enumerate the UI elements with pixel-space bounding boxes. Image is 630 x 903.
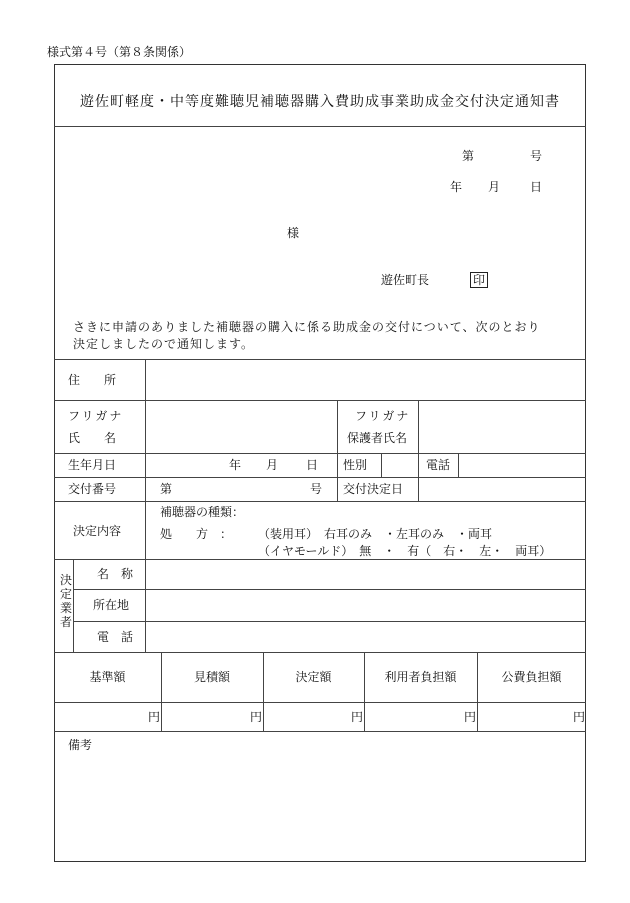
amount-header-user-burden: 利用者負担額 [384,670,457,684]
decision-label: 決定内容 [73,524,122,538]
date-month: 月 [488,180,501,194]
birth-month: 月 [266,458,279,472]
vendor-column-line [73,559,74,652]
guardian-name-field[interactable] [419,401,585,453]
yen-unit: 円 [464,710,477,724]
amount-header-standard: 基準額 [89,670,126,684]
phone-field[interactable] [459,454,585,477]
date-day: 日 [530,180,543,194]
ear-option: （装用耳） 右耳のみ ・左耳のみ ・両耳 [258,527,493,541]
seal-mark: 印 [470,272,488,288]
gender-label: 性別 [343,458,368,472]
number-go: 号 [530,149,543,163]
yen-unit: 円 [573,710,586,724]
vendor-phone-field[interactable] [146,622,585,652]
grant-number-label: 交付番号 [68,482,117,496]
grant-go: 号 [310,482,323,496]
address-field[interactable] [146,360,585,400]
addressee-suffix: 様 [287,226,300,240]
form-title: 遊佐町軽度・中等度難聴児補聴器購入費助成事業助成金交付決定通知書 [80,94,560,110]
prescription-label: 処 方 ： [160,527,233,541]
yen-unit: 円 [250,710,263,724]
body-text-line1: さきに申請のありました補聴器の購入に係る助成金の交付について、次のとおり [73,320,541,334]
guardian-furigana-label: フリガナ [355,409,411,423]
name-field[interactable] [146,401,336,453]
grant-date-label: 交付決定日 [343,482,404,496]
gender-field[interactable] [382,454,417,477]
earmold-option: （イヤモールド） 無 ・ 有（ 右・ 左・ 両耳） [258,544,552,558]
amount-column-line [161,652,162,731]
amount-column-line [364,652,365,731]
furigana-label: フリガナ [68,409,124,423]
vendor-name-label: 名 称 [97,567,134,581]
birth-day: 日 [306,458,319,472]
amount-header-public-burden: 公費負担額 [501,670,562,684]
table-line [54,501,586,502]
table-line [54,702,586,703]
hearing-aid-type-label: 補聴器の種類： [160,505,245,519]
title-divider [54,126,586,127]
remarks-label: 備考 [68,738,93,752]
vendor-location-label: 所在地 [93,598,130,612]
vendor-name-field[interactable] [146,560,585,589]
grant-dai: 第 [160,482,173,496]
guardian-name-label: 保護者氏名 [347,431,408,445]
address-label: 住 所 [68,373,117,387]
remarks-field[interactable] [55,732,585,861]
vendor-section-label: 決定業者 [60,573,73,629]
birthdate-label: 生年月日 [68,458,117,472]
amount-column-line [263,652,264,731]
phone-label: 電話 [426,458,451,472]
name-label: 氏 名 [68,431,117,445]
number-dai: 第 [462,149,475,163]
birth-year: 年 [229,458,242,472]
amount-header-decided: 決定額 [295,670,332,684]
table-line [54,652,586,653]
table-line-v [337,400,338,501]
date-year: 年 [450,180,463,194]
vendor-location-field[interactable] [146,590,585,621]
body-text-line2: 決定しましたので通知します。 [73,337,255,351]
vendor-phone-label: 電 話 [97,630,134,644]
issuer: 遊佐町長 [381,273,430,287]
yen-unit: 円 [148,710,161,724]
amount-header-estimate: 見積額 [193,670,230,684]
grant-date-field[interactable] [419,478,585,501]
form-number: 様式第４号（第８条関係） [47,45,192,59]
amount-column-line [477,652,478,731]
yen-unit: 円 [351,710,364,724]
